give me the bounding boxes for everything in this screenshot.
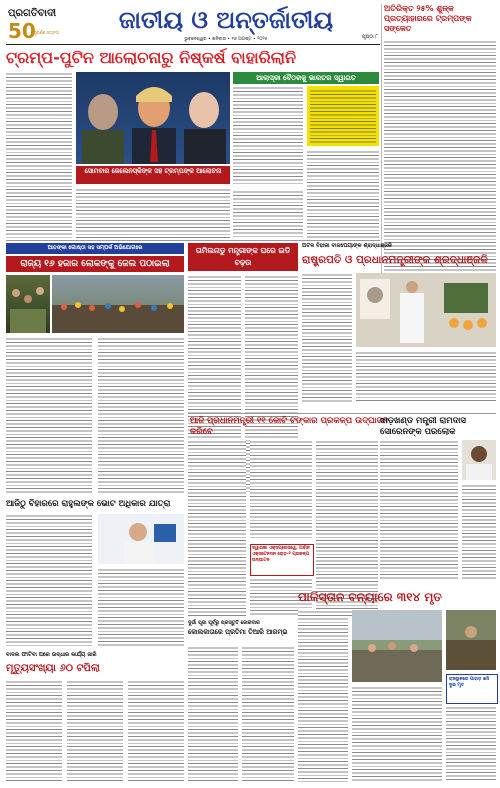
jharkhand-body-text [380,440,458,580]
pm-highlight-box: ଦ୍ୱାରକା ଏକ୍ସପ୍ରେସୱେ, ଅର୍ବାନ ଏକ୍ସଟେନସନ ରୋଡ଼-୨ ପ୍ରକଳ୍ପ ଉଦ୍‌ଘାଟନ [250,544,314,576]
jharkhand-story [380,416,496,580]
tribute-photo [356,273,496,347]
kashmir-story [6,652,184,782]
rahul-body-text [6,514,92,648]
vajpayee-body-text [302,273,352,403]
masthead [6,6,380,44]
minister-portrait [462,440,496,480]
alaska-highlight-box [307,86,379,146]
bottom-right-photo [446,610,496,670]
rahul-gandhi-image [98,514,184,564]
flood-photo [352,610,442,682]
rahul-headline: ଆଜିଠୁ ବିହାରରେ ରାହୁଲଙ୍କ ଭୋଟ ଅଧିକାର ଯାତ୍ରା [6,499,171,509]
crowd-image [6,275,50,333]
kolkata-kicker: ଦୁର୍ଗା ପୂଜା ପୂର୍ବରୁ ପ୍ରସ୍ତୁତି ଜୋରଦାର [188,620,260,626]
section-title: ଜାତୀୟ ଓ ଅନ୍ତର୍ଜାତୀୟ [118,6,334,34]
vajpayee-kicker: ଅଟଳ ବିହାରୀ ବାଜପେୟୀଙ୍କ ଶ୍ରାଦ୍ଧାଞ୍ଜଳି [302,243,392,249]
alaska-body [233,86,379,238]
pakistan-story [298,588,496,782]
kashmir-kicker: ବାଦଲ ଫାଟିବା ପରେ ଉଦ୍ଧାର କାର୍ଯ୍ୟ ଜାରି [6,652,97,658]
kolkata-story [188,620,294,782]
masthead-rule [6,44,380,45]
leaders-photo [76,72,230,164]
march-photo [52,275,184,333]
lead-bottom-rule [6,240,380,241]
rahul-photo [98,514,184,564]
bottom-right-box: ରାଜସ୍ଥାନରେ ପାହାଡ଼ ଖସି ଦୁଇ ମୃତ [446,674,498,704]
brand-name: ପ୍ରଗତିବାଦୀ [8,8,57,19]
tamilnadu-headline-box: ତାମିଲନାଡୁ ମନ୍ତ୍ରୀଙ୍କ ଘରେ ଇଡି ଚଢ଼ଉ [188,243,298,271]
lead-center-text [76,188,230,238]
zelensky-box: ସୋମବାର ଜେଲେନସ୍କିଙ୍କ ସହ ଟ୍ରମ୍ପଙ୍କ ଆଲୋଚନା [76,166,230,184]
vajpayee-headline: ରାଷ୍ଟ୍ରପତି ଓ ପ୍ରଧାନମନ୍ତ୍ରୀଙ୍କ ଶ୍ରଦ୍ଧାଞ୍ଜଳି [302,254,488,266]
terror-story [6,243,184,493]
page-number: ପୃଷ୍ଠା ୮ [361,34,378,40]
terror-kicker: ଆତଙ୍କୀ ଗୋଷ୍ଠୀ ସହ ସମ୍ପର୍କ ଅଭିଯୋଗରେ [6,243,184,254]
tribute-ceremony-image [356,273,496,347]
protest-march-image [52,275,184,333]
landslide-image [446,610,496,670]
kolkata-body-text [188,646,238,782]
flood-rescue-image [352,610,442,682]
kashmir-body-text [6,680,62,782]
minister-photo [462,440,496,480]
alaska-banner: ଆଲାସ୍କା ବୈଠକକୁ ଭାରତର ସ୍ୱାଗତ [233,72,379,84]
kolkata-headline: କୋଲକାତାରେ ପ୍ରତିମା ତିଆରି ଆରମ୍ଭ [188,628,288,636]
pm-body-text [188,440,246,616]
mid-rule [188,413,496,414]
terror-headline-box: ରାଜ୍ୟ ୧୬ ହଜାର ଲୋକଙ୍କୁ ଜେଲ ପଠାଇଲା [6,256,184,272]
rahul-story [6,498,184,648]
pm-headline: ଆଜି ପ୍ରଧାନମନ୍ତ୍ରୀ ୧୧ କୋଟି ଟଙ୍କାର ପ୍ରକଳ୍ପ ଉଦ୍‌ଘାଟନ କରିବେ [190,416,389,437]
lead-left-text [6,72,72,238]
pakistan-body-text [298,610,348,782]
lead-headline: ଟ୍ରମ୍ପ-ପୁଟିନ ଆଲୋଚନାରୁ ନିଷ୍କର୍ଷ ବାହାରିଲାନି [6,48,297,67]
anniversary-logo: 50 ସୁବର୍ଣ୍ଣ ଜୟନ୍ତୀ [8,19,60,43]
jharkhand-headline: ଝାଡ଼ଖଣ୍ଡ ମନ୍ତ୍ରୀ ରାମଦାସ ସୋରେନଙ୍କ ପରଲୋକ [380,416,466,437]
pakistan-headline: ପାକିସ୍ତାନ ବନ୍ୟାରେ ୩୧୪ ମୃତ [298,590,442,604]
three-leaders-image [76,72,230,164]
vajpayee-story [302,243,496,403]
crowd-photo [6,275,50,333]
dateline: ଭୁବନେଶ୍ୱର • ଶନିବାର • ୧୬ ଅଗଷ୍ଟ • ୨୦୨୫ [184,37,268,42]
kashmir-headline: ମୃତ୍ୟୁସଂଖ୍ୟା ୬୦ ଟପିଲା [6,663,100,674]
tariff-headline: ଅତିରିକ୍ତ ୨୫% ଶୁଳ୍କ ପ୍ରତ୍ୟାହାରରେ ଟ୍ରମ୍ପଙ୍କ ସଙ୍କେତ [384,4,472,33]
terror-body-text [6,337,92,493]
